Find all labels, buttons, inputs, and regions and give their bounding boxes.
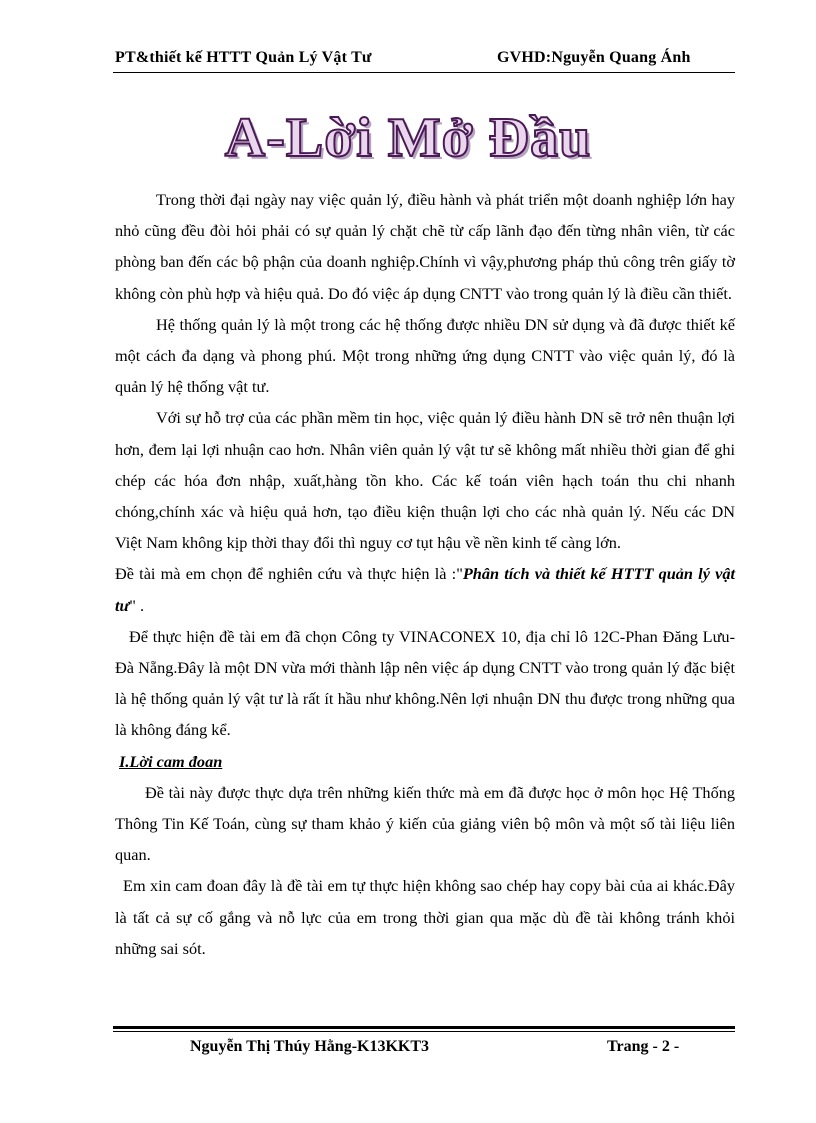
paragraph-1: Trong thời đại ngày nay việc quản lý, điều hành và phát triển một doanh nghiệp lớn hay nhỏ cũng đều đòi hỏi phải có sự quản lý chặt chẽ từ cấp lãnh đạo đến từng nhân viên, từ các phòng ban đến các bộ phận của doanh nghiệp.Chính vì vậy,phương pháp thủ công trên giấy tờ không còn phù hợp và hiệu quả. Do đó việc áp dụng CNTT vào trong quản lý là điều cần thiết. (115, 190, 735, 303)
header-divider (113, 72, 735, 73)
paragraph-2: Hệ thống quản lý là một trong các hệ thống được nhiều DN sử dụng và đã được thiết kế một cách đa dạng và phong phú. Một trong những ứng dụng CNTT vào việc quản lý, đó là quản lý hệ thống vật tư. (115, 314, 735, 397)
header-document-title: PT&thiết kế HTTT Quản Lý Vật Tư (115, 49, 372, 66)
footer-page-number: Trang - 2 - (607, 1038, 680, 1055)
page-header (115, 47, 735, 71)
page-title: A-Lời Mở Đầu (224, 107, 592, 169)
paragraph-5: Để thực hiện đề tài em đã chọn Công ty VINACONEX 10, địa chỉ lô 12C-Phan Đăng Lưu-Đà Nẵng.Đây là một DN vừa mới thành lập nên việc áp dụng CNTT vào trong quản lý đặc biệt là hệ thống quản lý vật tư là rất ít hầu như không.Nên lợi nhuận DN thu được trong những qua là không đáng kể. (115, 626, 735, 740)
footer-divider-thin (113, 1031, 735, 1032)
footer-author: Nguyễn Thị Thúy Hằng-K13KKT3 (190, 1038, 430, 1055)
header-advisor: GVHD:Nguyễn Quang Ánh (497, 49, 691, 66)
topic-suffix: " . (129, 595, 145, 615)
paragraph-6: Đề tài này được thực dựa trên những kiến thức mà em đã được học ở môn học Hệ Thống Thông Tin Kế Toán, cùng sự tham khảo ý kiến của giảng viên bộ môn và một số tài liệu liên quan. (115, 782, 735, 865)
paragraph-topic (115, 558, 735, 620)
paragraph-3: Với sự hỗ trợ của các phần mềm tin học, việc quản lý điều hành DN sẽ trở nên thuận lợi hơn, đem lại lợi nhuận cao hơn. Nhân viên quản lý vật tư sẽ không mất nhiều thời gian để ghi chép các hóa đơn nhập, xuất,hàng tồn kho. Các kế toán viên hạch toán thu chi nhanh chóng,chính xác và hiệu quả hơn, tạo điều kiện thuận lợi cho các nhà quản lý. Nếu các DN Việt Nam không kịp thời thay đổi thì nguy cơ tụt hậu về nền kinh tế càng lớn. (115, 408, 735, 553)
footer-divider-thick (113, 1026, 735, 1029)
topic-title: Phân tích và thiết kế HTTT quản lý vật tư (115, 564, 736, 615)
page-footer (190, 1038, 750, 1060)
document-body (115, 184, 735, 964)
section-heading: I.Lời cam đoan (119, 751, 223, 771)
paragraph-7: Em xin cam đoan đây là đề tài em tự thực hiện không sao chép hay copy bài của ai khác.Đây là tất cả sự cố gắng và nỗ lực của em trong thời gian qua mặc dù đề tài không tránh khỏi những sai sót. (115, 876, 735, 958)
topic-prefix: Đề tài mà em chọn để nghiên cứu và thực hiện là :" (115, 564, 463, 584)
